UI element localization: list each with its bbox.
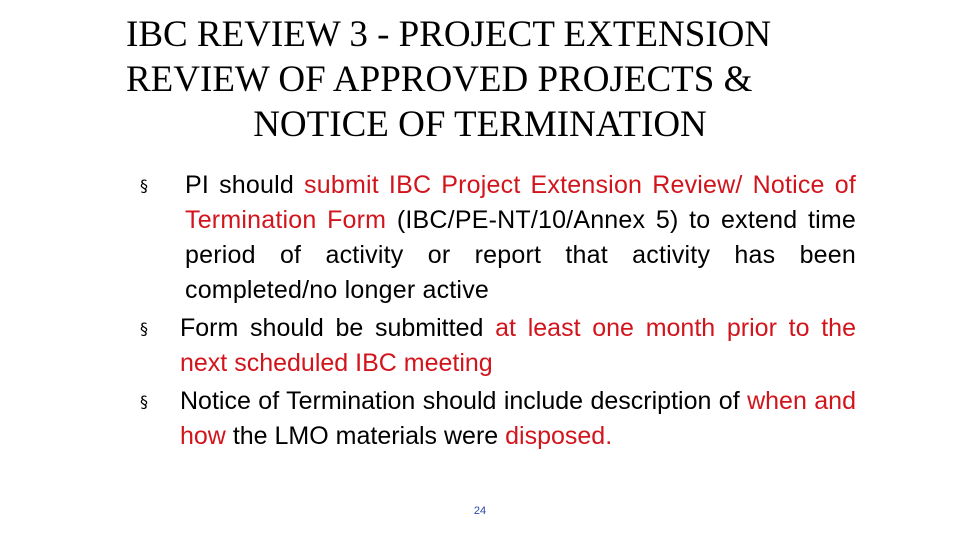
bullet-list	[140, 168, 856, 457]
bullet-item	[140, 168, 856, 308]
bullet-text-segment: Form should be submitted	[180, 314, 496, 342]
bullet-text-segment: the LMO materials were	[225, 422, 506, 450]
title-line-3: NOTICE OF TERMINATION	[253, 104, 707, 145]
bullet-text-highlight: IBC meeting	[355, 349, 493, 377]
bullet-text-segment: PI should	[185, 171, 305, 199]
bullet-text-highlight: at least one month prior to the next scheduled	[180, 314, 856, 377]
bullet-item	[140, 384, 856, 454]
bullet-marker: §	[140, 176, 149, 195]
bullet-marker: §	[140, 392, 148, 411]
bullet-text-highlight: submit IBC Project Extension Review/ Notice of Termination Form	[185, 171, 856, 234]
bullet-marker: §	[140, 319, 148, 338]
bullet-text-segment: (IBC/PE-NT/10/Annex 5) to extend time period of activity or report that activity has been completed/no longer active	[185, 206, 856, 304]
slide-title	[110, 12, 850, 147]
title-line-2: REVIEW OF APPROVED PROJECTS &	[126, 59, 753, 100]
bullet-item	[140, 311, 856, 381]
title-line-1: IBC REVIEW 3 - PROJECT EXTENSION	[126, 14, 772, 55]
bullet-text-highlight: when and how	[180, 387, 856, 450]
page-number: 24	[473, 505, 487, 517]
bullet-text-segment: Notice of Termination should include description of	[180, 387, 748, 415]
bullet-text-highlight: disposed.	[505, 422, 613, 450]
